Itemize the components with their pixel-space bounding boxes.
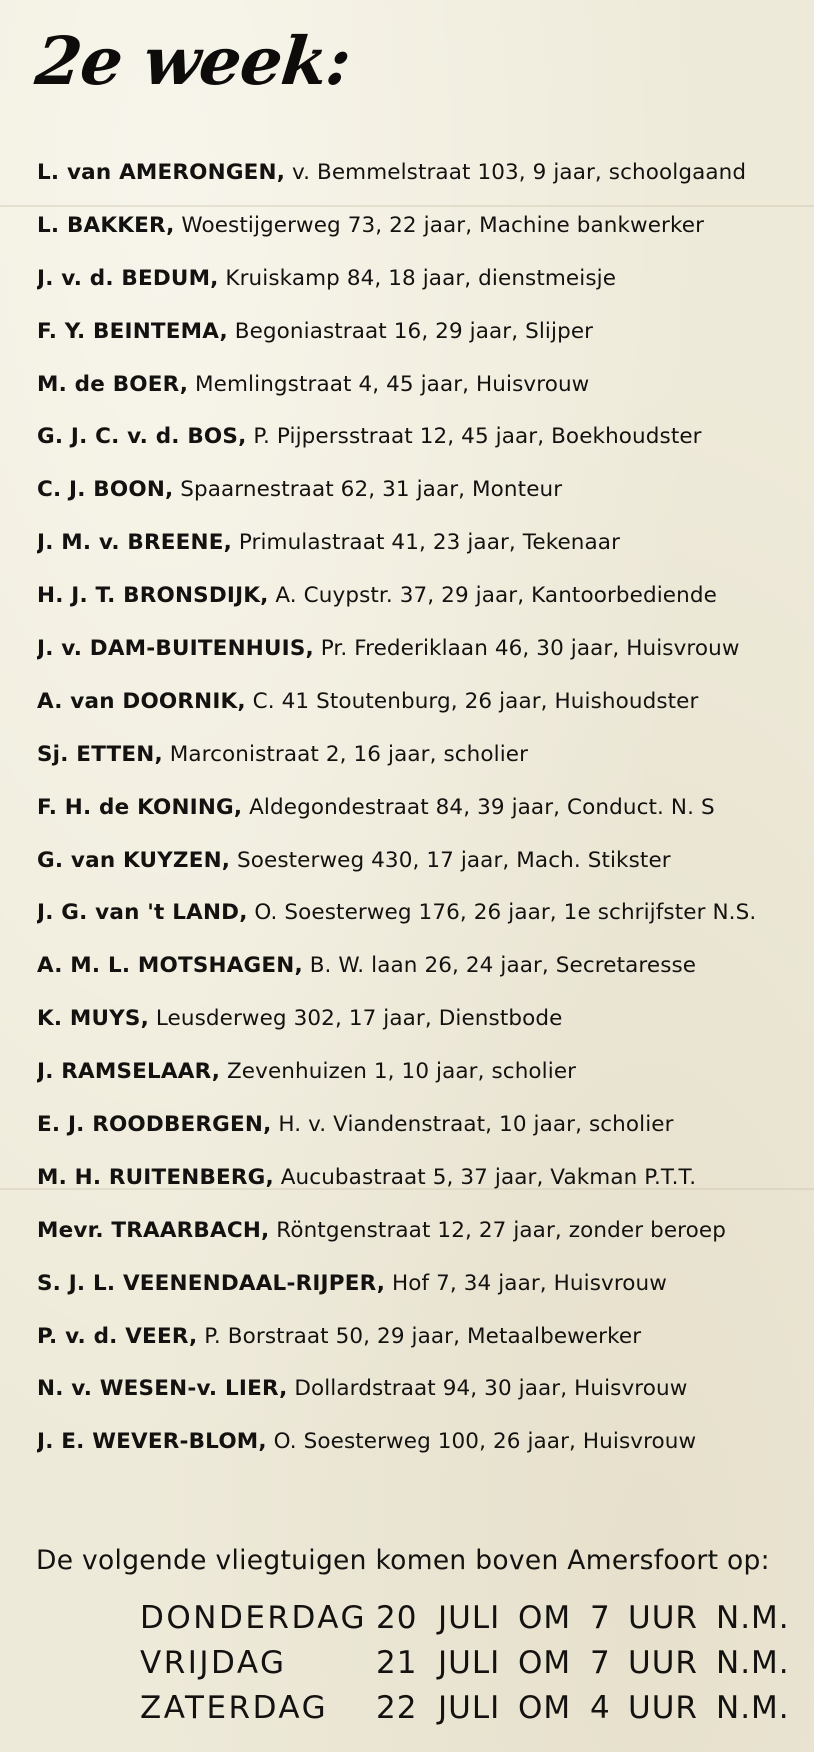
person-name: J. v. DAM-BUITENHUIS, [37, 636, 314, 662]
person-details: Dollardstraat 94, 30 jaar, Huisvrouw [294, 1376, 688, 1402]
schedule-day: DONDERDAG [140, 1600, 367, 1636]
person-details: Spaarnestraat 62, 31 jaar, Monteur [180, 477, 563, 503]
person-name: M. de BOER, [37, 371, 189, 397]
schedule-nm: N.M. [716, 1600, 790, 1636]
person-name: L. BAKKER, [37, 212, 175, 238]
schedule-hour: 4 [590, 1690, 611, 1726]
list-item [37, 470, 807, 523]
list-item [37, 1422, 807, 1475]
person-name: E. J. ROODBERGEN, [37, 1112, 272, 1138]
person-details: O. Soesterweg 176, 26 jaar, 1e schrijfster N.S. [254, 900, 757, 926]
person-details: Begoniastraat 16, 29 jaar, Slijper [234, 318, 594, 344]
person-name: J. E. WEVER-BLOM, [37, 1429, 267, 1455]
person-details: Aldegondestraat 84, 39 jaar, Conduct. N. S [249, 794, 715, 820]
person-details: O. Soesterweg 100, 26 jaar, Huisvrouw [273, 1429, 697, 1455]
participant-list [37, 153, 807, 1475]
list-item [37, 1317, 807, 1370]
schedule-om: OM [518, 1645, 572, 1681]
person-details: Pr. Frederiklaan 46, 30 jaar, Huisvrouw [320, 636, 740, 662]
person-name: A. van DOORNIK, [37, 688, 246, 714]
person-name: F. Y. BEINTEMA, [37, 318, 228, 344]
person-name: Mevr. TRAARBACH, [37, 1217, 270, 1243]
person-name: P. v. d. VEER, [37, 1323, 198, 1349]
list-item [37, 259, 807, 312]
list-item [37, 365, 807, 418]
person-name: G. J. C. v. d. BOS, [37, 424, 247, 450]
list-item [37, 1264, 807, 1317]
person-name: M. H. RUITENBERG, [37, 1164, 274, 1190]
person-name: L. van AMERONGEN, [37, 160, 286, 185]
person-details: Zevenhuizen 1, 10 jaar, scholier [226, 1059, 577, 1085]
schedule-nm: N.M. [716, 1645, 790, 1681]
schedule-day: VRIJDAG [140, 1645, 287, 1681]
schedule-nm: N.M. [716, 1690, 790, 1726]
list-item [37, 523, 807, 576]
person-details: Leusderweg 302, 17 jaar, Dienstbode [155, 1006, 563, 1032]
list-item [37, 1369, 807, 1422]
list-item [37, 999, 807, 1052]
schedule-date: 20 [376, 1600, 418, 1636]
person-details: A. Cuypstr. 37, 29 jaar, Kantoorbediende [275, 583, 717, 609]
list-item [37, 682, 807, 735]
person-name: S. J. L. VEENENDAAL-RIJPER, [37, 1270, 386, 1296]
person-details: v. Bemmelstraat 103, 9 jaar, schoolgaand [291, 160, 747, 185]
person-details: Soesterweg 430, 17 jaar, Mach. Stikster [237, 847, 671, 873]
schedule-month: JULI [438, 1645, 501, 1681]
list-item [37, 206, 807, 259]
person-details: Primulastraat 41, 23 jaar, Tekenaar [238, 530, 621, 556]
list-item [37, 1158, 807, 1211]
list-item [37, 735, 807, 788]
person-details: Woestijgerweg 73, 22 jaar, Machine bankwerker [181, 212, 705, 238]
list-item [37, 788, 807, 841]
list-item [37, 1052, 807, 1105]
list-item [37, 1211, 807, 1264]
schedule-month: JULI [438, 1600, 501, 1636]
person-name: N. v. WESEN-v. LIER, [37, 1376, 288, 1402]
schedule-uur: UUR [628, 1690, 698, 1726]
person-details: P. Pijpersstraat 12, 45 jaar, Boekhoudster [253, 424, 702, 450]
person-details: Aucubastraat 5, 37 jaar, Vakman P.T.T. [280, 1164, 697, 1190]
list-item [37, 629, 807, 682]
schedule-day: ZATERDAG [140, 1690, 329, 1726]
schedule-om: OM [518, 1600, 572, 1636]
announcement-text: De volgende vliegtuigen komen boven Amersfoort op: [36, 1545, 770, 1576]
person-name: Sj. ETTEN, [37, 741, 163, 767]
person-name: F. H. de KONING, [37, 794, 243, 820]
person-name: G. van KUYZEN, [37, 847, 231, 873]
person-details: P. Borstraat 50, 29 jaar, Metaalbewerker [204, 1323, 642, 1349]
list-item [37, 841, 807, 894]
schedule-month: JULI [438, 1690, 501, 1726]
person-details: Kruiskamp 84, 18 jaar, dienstmeisje [225, 265, 617, 291]
person-name: J. RAMSELAAR, [37, 1059, 221, 1085]
person-name: K. MUYS, [37, 1006, 149, 1032]
list-item [37, 312, 807, 365]
person-details: Marconistraat 2, 16 jaar, scholier [169, 741, 529, 767]
list-item [37, 1105, 807, 1158]
person-name: H. J. T. BRONSDIJK, [37, 583, 269, 609]
page-heading: 2e week: [31, 22, 354, 100]
person-details: Hof 7, 34 jaar, Huisvrouw [391, 1270, 667, 1296]
schedule-om: OM [518, 1690, 572, 1726]
person-name: A. M. L. MOTSHAGEN, [37, 953, 303, 979]
person-details: H. v. Viandenstraat, 10 jaar, scholier [278, 1112, 674, 1138]
list-item [37, 417, 807, 470]
schedule-row [140, 1686, 800, 1731]
schedule-hour: 7 [590, 1645, 611, 1681]
person-name: J. M. v. BREENE, [37, 530, 232, 556]
schedule-date: 22 [376, 1690, 418, 1726]
schedule-hour: 7 [590, 1600, 611, 1636]
schedule-row [140, 1596, 800, 1641]
schedule-date: 21 [376, 1645, 418, 1681]
schedule-row [140, 1641, 800, 1686]
list-item [37, 576, 807, 629]
list-item [37, 153, 807, 206]
schedule-uur: UUR [628, 1600, 698, 1636]
person-name: J. v. d. BEDUM, [37, 265, 219, 291]
person-details: C. 41 Stoutenburg, 26 jaar, Huishoudster [252, 688, 699, 714]
person-name: C. J. BOON, [37, 477, 174, 503]
person-name: J. G. van 't LAND, [37, 900, 248, 926]
person-details: Röntgenstraat 12, 27 jaar, zonder beroep [276, 1217, 726, 1243]
list-item [37, 893, 807, 946]
list-item [37, 946, 807, 999]
person-details: B. W. laan 26, 24 jaar, Secretaresse [309, 953, 697, 979]
person-details: Memlingstraat 4, 45 jaar, Huisvrouw [195, 371, 590, 397]
flight-schedule [140, 1596, 800, 1731]
schedule-uur: UUR [628, 1645, 698, 1681]
